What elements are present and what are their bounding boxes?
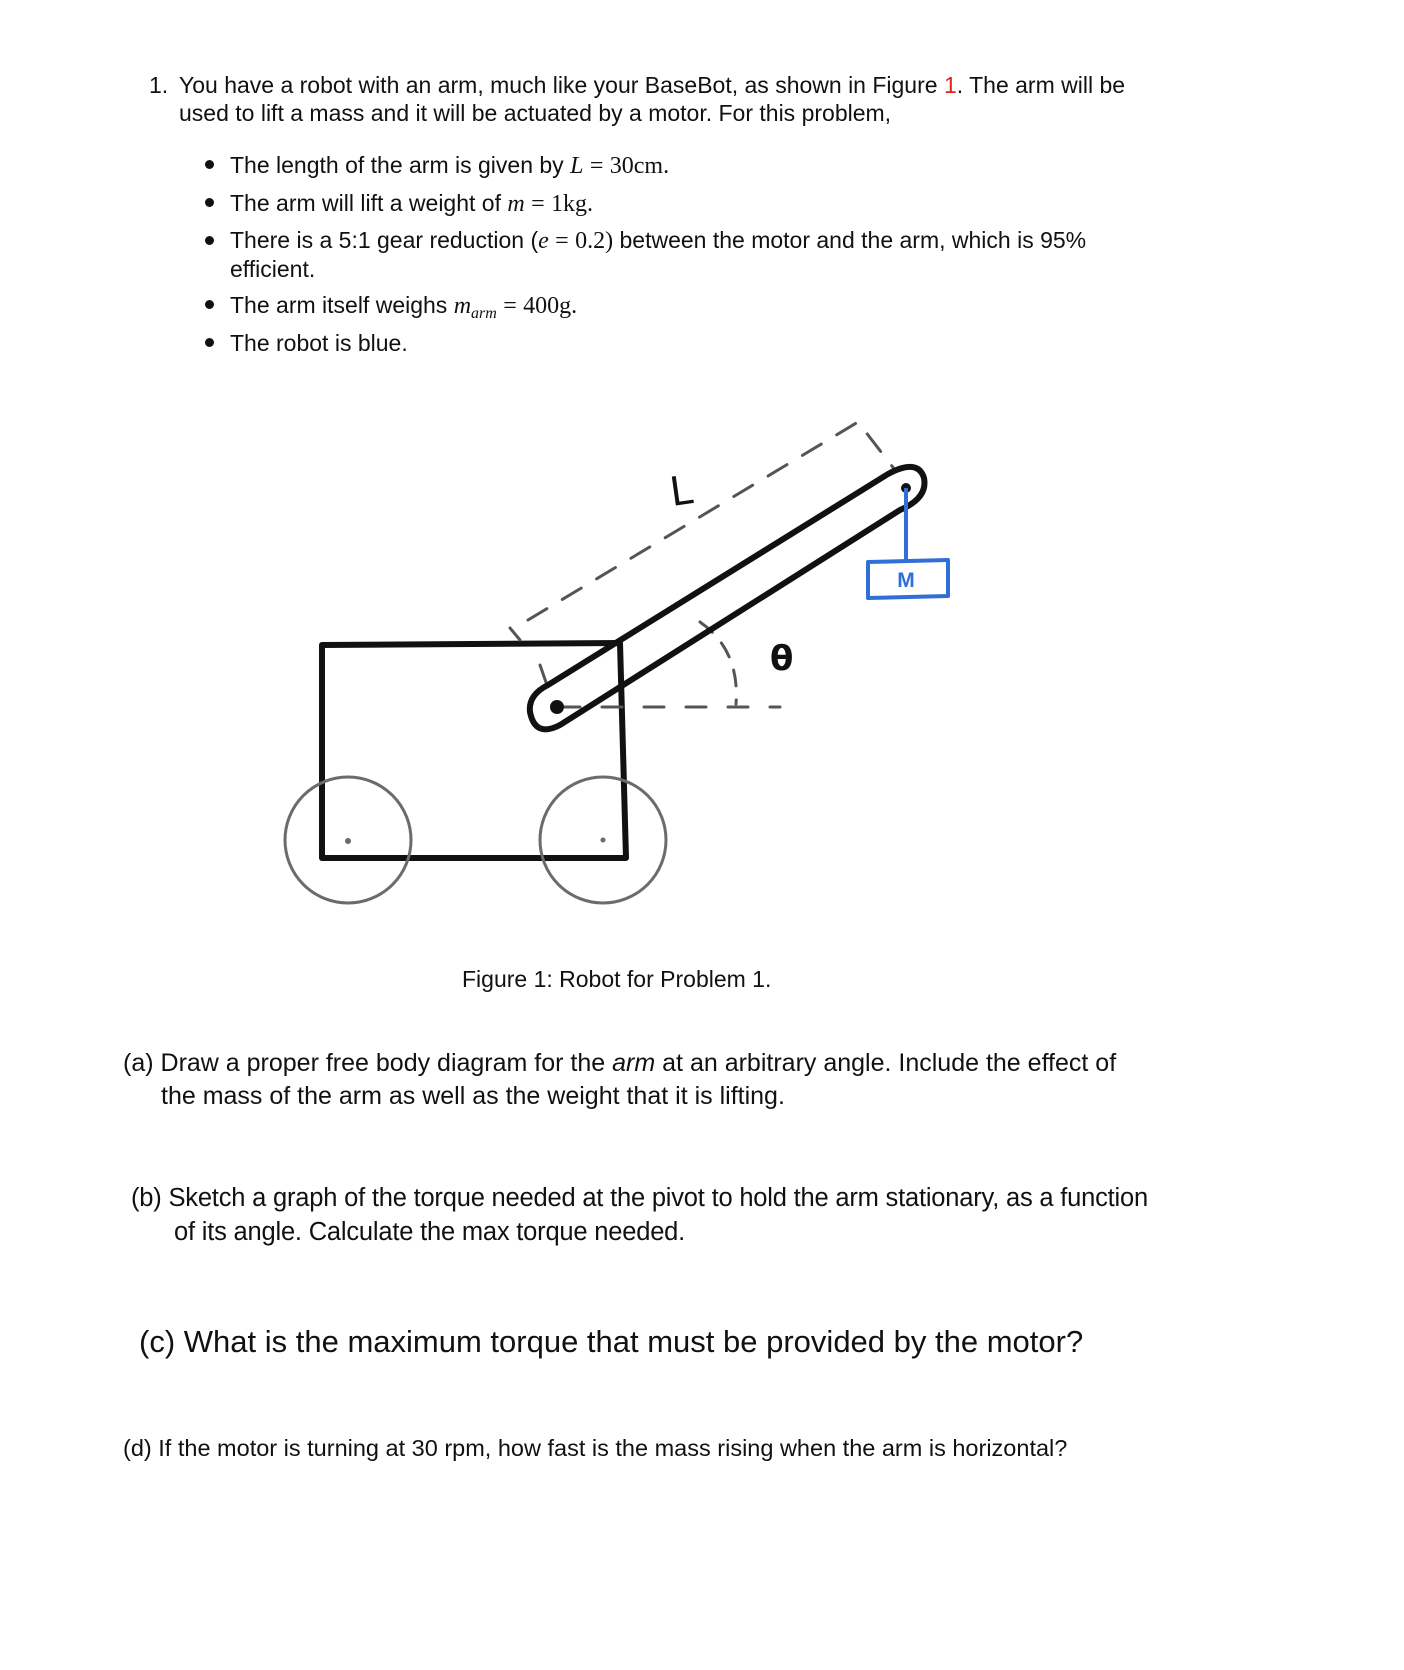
var-e: e [538,228,549,254]
question-a-line2: the mass of the arm as well as the weight that it is lifting. [161,1082,785,1110]
arm-pivot [550,700,564,714]
robot-body [322,643,626,858]
var-m: m [507,191,525,217]
problem-intro-part1: You have a robot with an arm, much like your BaseBot, as shown in Figure [179,72,938,98]
bullet-weight-text: The arm will lift a weight of [230,190,501,216]
bullet-gear-text: There is a 5:1 gear reduction ( [230,227,539,253]
question-c [139,1322,1083,1362]
bullet-gear-reduction [230,225,1086,256]
problem-number: 1. [149,72,169,98]
theta-label: θ [770,639,794,679]
bullet-arm-length-text: The length of the arm is given by [230,152,564,178]
robot-figure [0,380,1404,940]
figure-reference-link[interactable]: 1 [943,72,957,98]
robot-arm [530,467,925,729]
weight-value: 1kg. [551,191,594,217]
gear-ratio-value: 0.2) [575,228,614,254]
equals-sign: = [503,293,517,319]
problem-intro-part2: . The arm will be [956,72,1126,98]
question-b-line1: Sketch a graph of the torque needed at the pivot to hold the arm stationary, as a function [168,1184,1148,1212]
question-d [123,1432,1067,1464]
bullet-dot [205,160,214,169]
bullet-dot [205,236,214,245]
var-m-arm: m [453,293,472,319]
var-L: L [570,153,584,179]
question-b [131,1181,1148,1249]
bullet-dot [205,338,214,347]
question-d-text: If the motor is turning at 30 rpm, how fast is the mass rising when the arm is horizontal? [158,1435,1068,1461]
question-a-part2: at an arbitrary angle. Include the effect of [662,1049,1117,1077]
bullet-gear-rest: between the motor and the arm, which is 95% [619,227,1087,253]
var-m-arm-subscript: arm [471,305,497,322]
question-b-label: (b) [131,1184,162,1212]
question-d-label: (d) [123,1435,152,1461]
question-c-label: (c) [139,1324,176,1359]
question-a [123,1047,1116,1113]
right-wheel-hub [601,838,606,843]
bullet-arm-length [230,150,669,181]
problem-intro-line2: used to lift a mass and it will be actuated by a motor. For this problem, [179,100,892,126]
mass-label: M [897,569,915,592]
question-b-line2: of its angle. Calculate the max torque needed. [174,1218,686,1246]
bullet-weight [230,188,593,219]
bullet-arm-weight-text: The arm itself weighs [230,292,448,318]
bullet-gear-line2: efficient. [230,256,316,282]
equals-sign: = [589,153,604,179]
bullet-dot [205,198,214,207]
question-c-text: What is the maximum torque that must be provided by the motor? [183,1324,1084,1359]
bullet-arm-weight [230,290,577,329]
figure-caption: Figure 1: Robot for Problem 1. [462,966,772,992]
equals-sign: = [531,191,545,217]
question-a-label: (a) [123,1049,154,1077]
question-a-emphasis: arm [612,1049,656,1077]
length-label: L [666,467,696,516]
arm-length-value: 30cm. [609,153,670,179]
equals-sign: = [555,228,569,254]
left-wheel-hub [345,838,351,844]
arm-weight-value: 400g. [523,293,578,319]
problem-intro-line1 [179,70,1125,100]
bullet-dot [205,300,214,309]
length-dimension-line [510,422,895,688]
question-a-part1: Draw a proper free body diagram for the [160,1049,606,1077]
bullet-robot-color: The robot is blue. [230,330,408,356]
